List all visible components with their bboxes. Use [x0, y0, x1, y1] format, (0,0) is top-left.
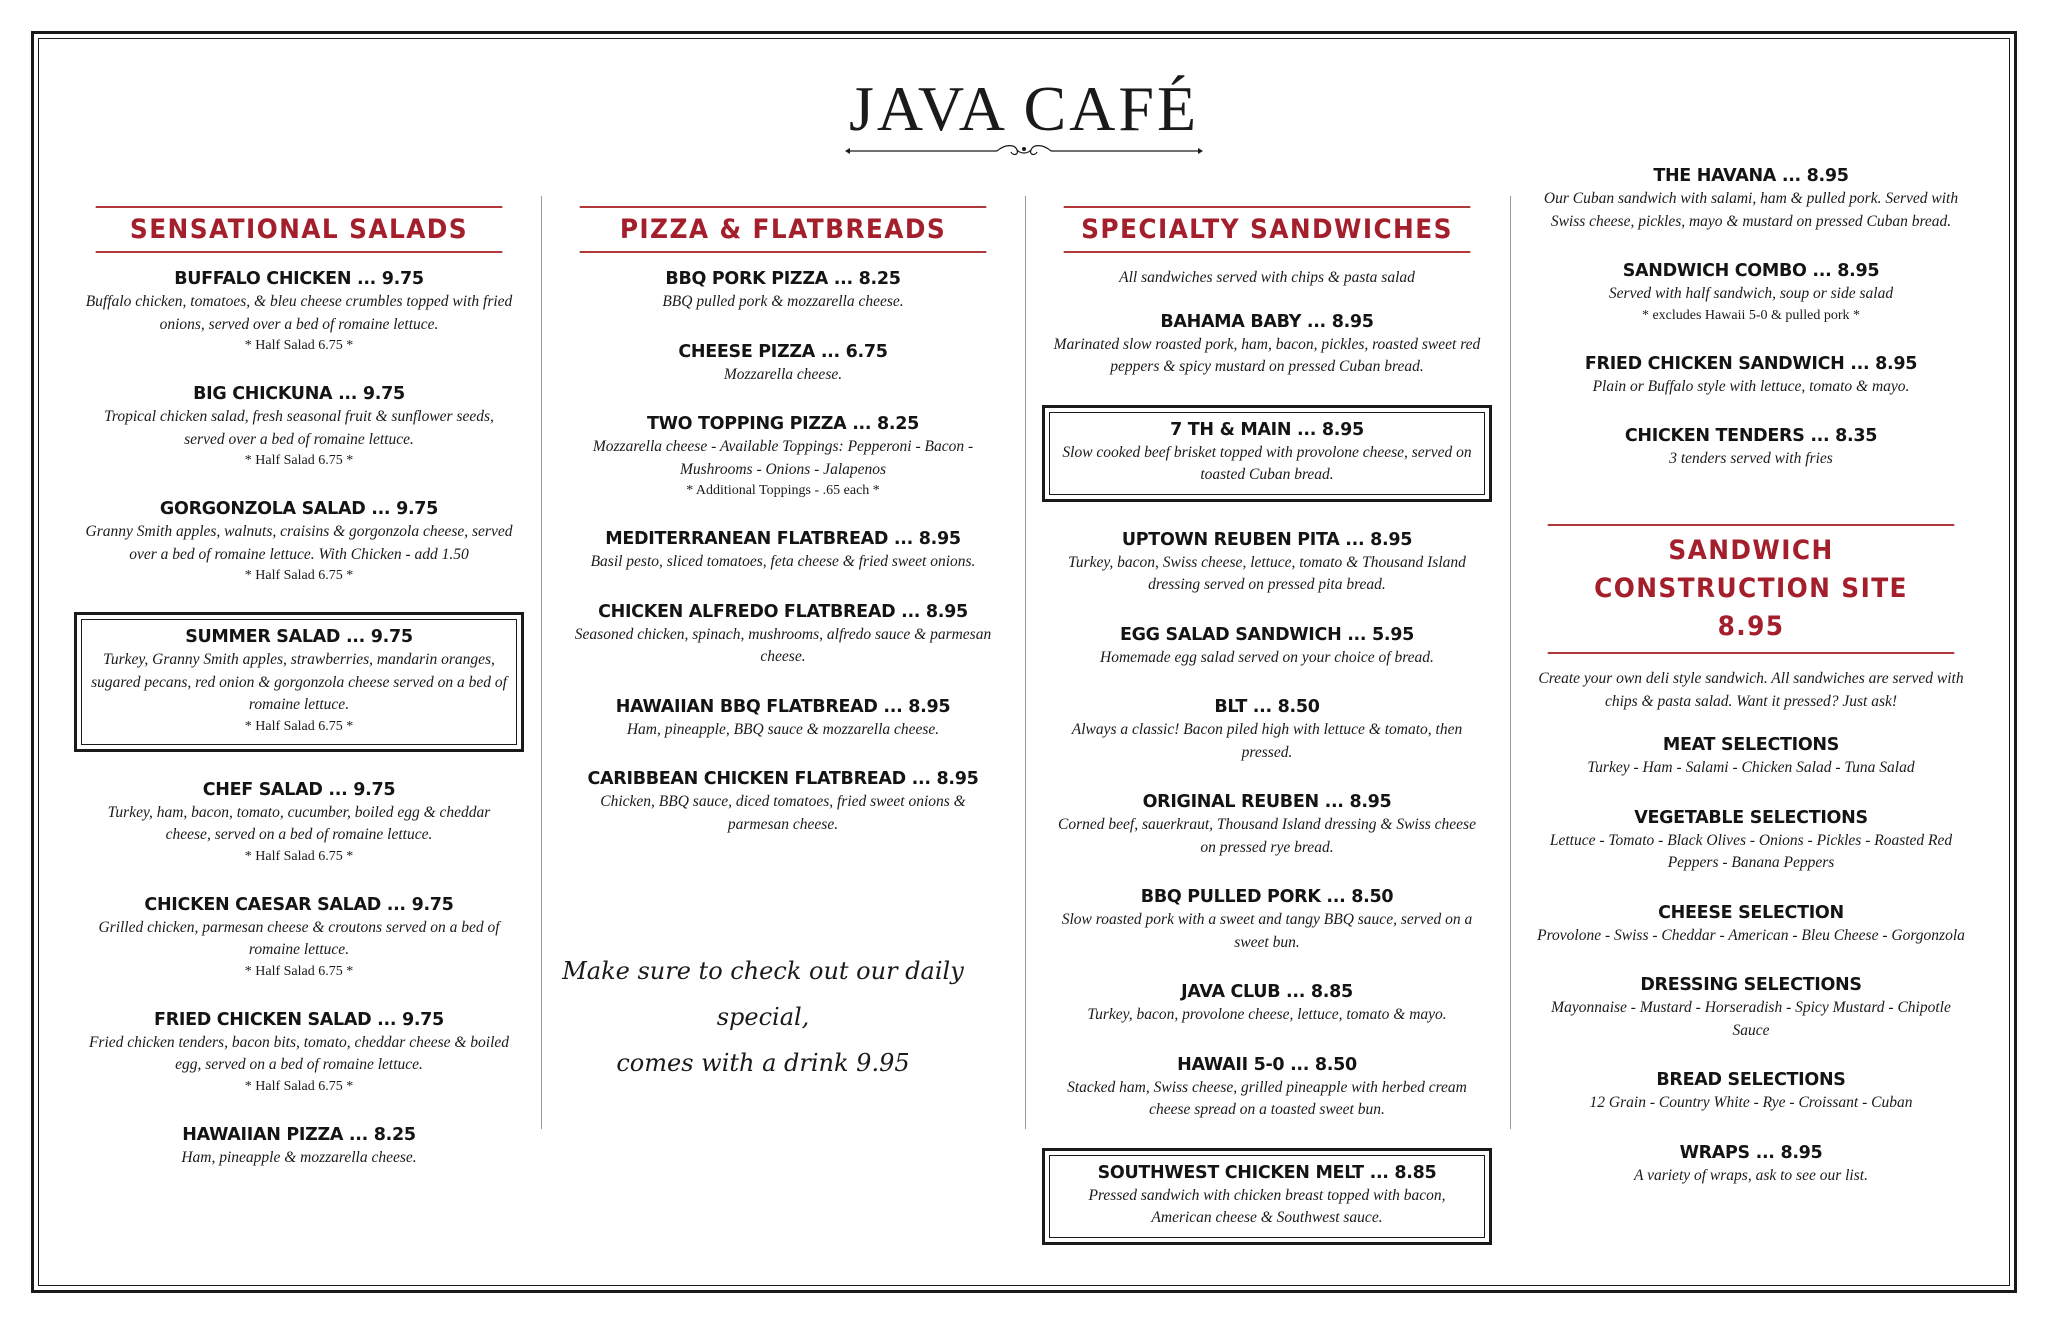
daily-special-line-1: Make sure to check out our daily special, — [562, 957, 964, 1031]
column-divider-2 — [1025, 196, 1026, 1129]
menu-item-name: FRIED CHICKEN SALAD ... 9.75 — [154, 1009, 444, 1030]
menu-item-note: * excludes Hawaii 5-0 & pulled pork * — [1641, 307, 1861, 323]
menu-item-name: SANDWICH COMBO ... 8.95 — [1622, 261, 1880, 281]
column-divider-1 — [541, 196, 542, 1129]
construction-column — [1530, 524, 1972, 1213]
construction-heading — [1548, 524, 1955, 654]
menu-item-name: MEDITERRANEAN FLATBREAD ... 8.95 — [605, 529, 961, 549]
menu-item-description: BBQ pulled pork & mozzarella cheese. — [662, 293, 904, 310]
menu-item-description: Corned beef, sauerkraut, Thousand Island dressing & Swiss cheese on pressed rye bread. — [1058, 816, 1476, 856]
menu-item-name: TWO TOPPING PIZZA ... 8.25 — [646, 414, 920, 434]
menu-item-description: Lettuce - Tomato - Black Olives - Onions - Pickles - Roasted Red Peppers - Banana Peppers — [1549, 831, 1953, 871]
menu-item-description: Turkey, Granny Smith apples, strawberries, mandarin oranges, sugared pecans, red onion & gorgonzola cheese served on a bed of romaine lettuce. — [91, 651, 507, 713]
menu-item-description: Homemade egg salad served on your choice of bread. — [1100, 648, 1434, 666]
menu-item-note: * Additional Toppings - .65 each * — [686, 483, 880, 498]
menu-item — [1530, 806, 1972, 875]
menu-item — [562, 527, 1004, 574]
menu-item — [78, 497, 520, 586]
menu-item-name: VEGETABLE SELECTIONS — [1634, 807, 1868, 828]
menu-item — [78, 267, 520, 356]
menu-item-name: JAVA CLUB ... 8.85 — [1181, 982, 1353, 1002]
construction-intro: Create your own deli style sandwich. All sandwiches are served with chips & pasta salad. Want it pressed? Just ask! — [1538, 670, 1964, 710]
menu-item-description: Pressed sandwich with chicken breast topped with bacon, American cheese & Southwest sauce. — [1088, 1186, 1446, 1226]
menu-item-description: 3 tenders served with fries — [1669, 450, 1833, 467]
menu-item-note: * Half Salad 6.75 * — [244, 1078, 354, 1094]
menu-item-note: * Half Salad 6.75 * — [244, 718, 354, 734]
menu-item-name: CHEESE SELECTION — [1658, 902, 1844, 923]
salads-list — [78, 267, 520, 1169]
daily-special-line-2: comes with a drink 9.95 — [616, 1049, 910, 1077]
menu-item-note: * Half Salad 6.75 * — [244, 963, 354, 979]
menu-item-name: THE HAVANA ... 8.95 — [1653, 166, 1849, 186]
menu-item-description: Always a classic! Bacon piled high with lettuce & tomato, then pressed. — [1071, 721, 1463, 761]
menu-item-description: A variety of wraps, ask to see our list. — [1634, 1166, 1868, 1184]
menu-item-note: * Half Salad 6.75 * — [244, 568, 354, 583]
sandwiches-heading: SPECIALTY SANDWICHES — [1064, 206, 1471, 253]
menu-item-description: Fried chicken tenders, bacon bits, tomato, cheddar cheese & boiled egg, served on a bed of romaine lettuce. — [88, 1033, 510, 1073]
menu-item — [562, 767, 1004, 836]
menu-item — [562, 340, 1004, 387]
menu-item-description: Turkey, ham, bacon, tomato, cucumber, boiled egg & cheddar cheese, served on a bed of romaine lettuce. — [107, 803, 491, 843]
menu-item-description: Mozzarella cheese - Available Toppings: Pepperoni - Bacon - Mushrooms - Onions - Jalapenos — [592, 438, 974, 478]
menu-item-description: Grilled chicken, parmesan cheese & croutons served on a bed of romaine lettuce. — [98, 918, 500, 958]
menu-item-name: UPTOWN REUBEN PITA ... 8.95 — [1121, 529, 1413, 550]
menu-item — [1046, 790, 1488, 859]
menu-item — [74, 612, 524, 752]
menu-item-name: WRAPS ... 8.95 — [1679, 1142, 1823, 1163]
menu-item-note: * Half Salad 6.75 * — [244, 453, 354, 468]
menu-item-description: Ham, pineapple, BBQ sauce & mozzarella cheese. — [626, 720, 940, 738]
menu-item-name: 7 TH & MAIN ... 8.95 — [1170, 419, 1364, 440]
menu-item — [1046, 310, 1488, 379]
menu-item — [1046, 1053, 1488, 1122]
menu-item — [1530, 733, 1972, 780]
menu-item-name: BLT ... 8.50 — [1214, 697, 1320, 717]
menu-item-description: Our Cuban sandwich with salami, ham & pulled pork. Served with Swiss cheese, pickles, mayo & mustard on pressed Cuban bread. — [1543, 190, 1959, 230]
menu-item-name: BBQ PORK PIZZA ... 8.25 — [665, 269, 901, 289]
menu-item-name: EGG SALAD SANDWICH ... 5.95 — [1119, 624, 1415, 645]
salads-heading: SENSATIONAL SALADS — [96, 206, 503, 253]
menu-item-name: FRIED CHICKEN SANDWICH ... 8.95 — [1584, 353, 1918, 374]
menu-item-name: BUFFALO CHICKEN ... 9.75 — [174, 269, 424, 289]
menu-item — [1046, 695, 1488, 764]
menu-item-description: Turkey, bacon, Swiss cheese, lettuce, tomato & Thousand Island dressing served on pressed pita bread. — [1068, 553, 1466, 593]
pizza-column — [562, 206, 1004, 862]
pizza-list — [562, 267, 1004, 836]
menu-item — [562, 695, 1004, 742]
menu-item-description: Served with half sandwich, soup or side salad — [1608, 285, 1894, 302]
menu-item-name: HAWAII 5-0 ... 8.50 — [1177, 1054, 1357, 1075]
menu-item — [1042, 1148, 1492, 1245]
menu-item-description: Granny Smith apples, walnuts, craisins & gorgonzola cheese, served over a bed of romaine lettuce. With Chicken - add 1.50 — [85, 523, 513, 563]
menu-item-description: Plain or Buffalo style with lettuce, tomato & mayo. — [1592, 377, 1910, 395]
menu-item — [1530, 352, 1972, 399]
menu-item — [1046, 623, 1488, 670]
menu-item — [1530, 424, 1972, 471]
title-flourish-ornament — [845, 144, 1203, 158]
menu-item-name: CHICKEN TENDERS ... 8.35 — [1624, 426, 1878, 446]
menu-item — [1042, 405, 1492, 502]
more-sandwiches-list — [1530, 164, 1972, 471]
menu-item — [78, 778, 520, 867]
menu-item-name: HAWAIIAN PIZZA ... 8.25 — [182, 1124, 416, 1145]
menu-item-name: BIG CHICKUNA ... 9.75 — [193, 384, 405, 404]
menu-item-description: Stacked ham, Swiss cheese, grilled pineapple with herbed cream cheese spread on a toasted sweet bun. — [1067, 1078, 1467, 1118]
menu-item-note: * Half Salad 6.75 * — [244, 848, 354, 864]
menu-item — [78, 1123, 520, 1170]
menu-item — [78, 893, 520, 982]
menu-item-description: Marinated slow roasted pork, ham, bacon, pickles, roasted sweet red peppers & spicy mustard on pressed Cuban bread. — [1053, 335, 1481, 375]
more-sandwiches-column — [1530, 164, 1972, 497]
menu-item — [1046, 980, 1488, 1027]
menu-item-description: Mozzarella cheese. — [723, 365, 843, 383]
menu-item-description: 12 Grain - Country White - Rye - Croissant - Cuban — [1589, 1094, 1913, 1111]
menu-item-description: Tropical chicken salad, fresh seasonal fruit & sunflower seeds, served over a bed of romaine lettuce. — [104, 408, 494, 448]
menu-item — [1046, 528, 1488, 597]
menu-item — [1046, 885, 1488, 954]
menu-item-name: CARIBBEAN CHICKEN FLATBREAD ... 8.95 — [587, 769, 979, 789]
menu-item-description: Slow roasted pork with a sweet and tangy BBQ sauce, served on a sweet bun. — [1061, 911, 1473, 951]
menu-item — [1530, 1068, 1972, 1115]
construction-heading-price: 8.95 — [1717, 611, 1785, 642]
menu-item — [1530, 259, 1972, 326]
sandwiches-list — [1046, 310, 1488, 1245]
sandwiches-column — [1046, 206, 1488, 1271]
menu-item-name: HAWAIIAN BBQ FLATBREAD ... 8.95 — [615, 696, 951, 717]
menu-item-description: Basil pesto, sliced tomatoes, feta cheese & fried sweet onions. — [590, 553, 976, 570]
menu-item-description: Provolone - Swiss - Cheddar - American - Bleu Cheese - Gorgonzola — [1537, 926, 1965, 944]
menu-item — [562, 600, 1004, 669]
menu-item-name: CHICKEN ALFREDO FLATBREAD ... 8.95 — [598, 601, 968, 622]
menu-item-name: ORIGINAL REUBEN ... 8.95 — [1142, 792, 1392, 812]
menu-item-description: Ham, pineapple & mozzarella cheese. — [181, 1148, 417, 1166]
menu-item-description: Turkey, bacon, provolone cheese, lettuce, tomato & mayo. — [1087, 1006, 1447, 1023]
pizza-heading: PIZZA & FLATBREADS — [580, 206, 987, 253]
menu-item — [1530, 164, 1972, 233]
menu-item-description: Buffalo chicken, tomatoes, & bleu cheese crumbles topped with fried onions, served over a bed of romaine lettuce. — [85, 293, 513, 333]
menu-item-name: SOUTHWEST CHICKEN MELT ... 8.85 — [1097, 1162, 1437, 1183]
menu-item-name: BREAD SELECTIONS — [1656, 1070, 1846, 1090]
menu-item — [78, 1008, 520, 1097]
menu-item-name: SUMMER SALAD ... 9.75 — [185, 627, 413, 647]
menu-item — [562, 412, 1004, 501]
menu-item — [78, 382, 520, 471]
menu-item-description: Chicken, BBQ sauce, diced tomatoes, fried sweet onions & parmesan cheese. — [600, 793, 966, 833]
construction-heading-title: SANDWICH CONSTRUCTION SITE — [1594, 535, 1908, 604]
menu-item-name: GORGONZOLA SALAD ... 9.75 — [159, 499, 439, 519]
menu-item-name: CHEESE PIZZA ... 6.75 — [678, 341, 888, 362]
menu-item-name: DRESSING SELECTIONS — [1640, 975, 1862, 995]
menu-item — [1530, 1141, 1972, 1188]
menu-title: JAVA CAFÉ — [848, 73, 1200, 144]
menu-item-name: MEAT SELECTIONS — [1662, 735, 1840, 755]
menu-item-description: Seasoned chicken, spinach, mushrooms, alfredo sauce & parmesan cheese. — [574, 625, 992, 665]
menu-item-note: * Half Salad 6.75 * — [244, 338, 354, 353]
menu-item — [1530, 973, 1972, 1042]
daily-special-note — [548, 948, 978, 1086]
menu-item-description: Mayonnaise - Mustard - Horseradish - Spicy Mustard - Chipotle Sauce — [1551, 999, 1951, 1039]
sandwiches-intro: All sandwiches served with chips & pasta salad — [1119, 269, 1415, 286]
menu-item-name: BBQ PULLED PORK ... 8.50 — [1140, 887, 1394, 907]
menu-item-name: BAHAMA BABY ... 8.95 — [1160, 311, 1374, 332]
construction-list — [1530, 733, 1972, 1187]
column-divider-3 — [1510, 196, 1511, 1129]
menu-item-name: CHICKEN CAESAR SALAD ... 9.75 — [144, 894, 454, 915]
menu-item — [562, 267, 1004, 314]
menu-item-name: CHEF SALAD ... 9.75 — [202, 779, 396, 800]
salads-column — [78, 206, 520, 1195]
menu-item — [1530, 901, 1972, 948]
menu-item-description: Turkey - Ham - Salami - Chicken Salad - Tuna Salad — [1587, 759, 1915, 776]
menu-item-description: Slow cooked beef brisket topped with provolone cheese, served on toasted Cuban bread. — [1062, 443, 1472, 483]
